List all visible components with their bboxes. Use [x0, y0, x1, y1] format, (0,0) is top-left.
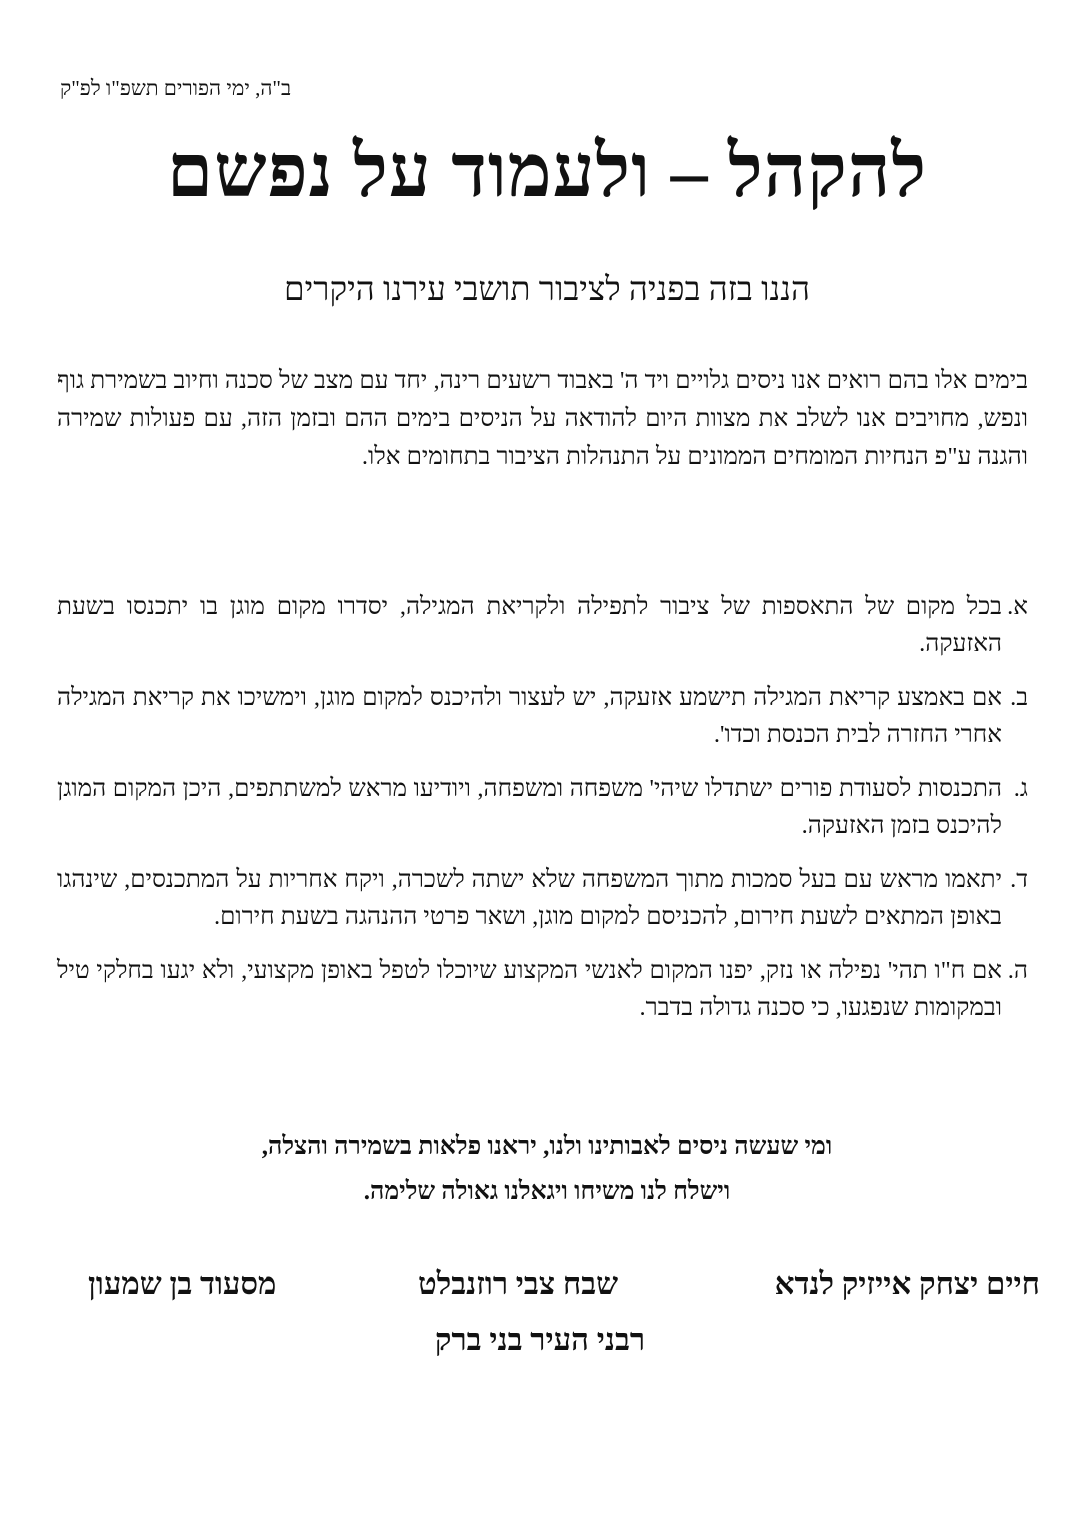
item-text: אם ח"ו תהי' נפילה או נזק, יפנו המקום לאנשי המקצוע שיוכלו לטפל באופן מקצועי, ולא יגעו בחלקי טיל ובמקומות שנפגעו, כי סכנה גדולה בדבר.	[57, 957, 1002, 1021]
signatories-title: רבני העיר בני ברק	[434, 1322, 646, 1357]
list-item	[57, 770, 1028, 844]
page-title: להקהל – ולעמוד על נפשם	[166, 131, 928, 213]
signature-name: מסעוד בן שמעון	[88, 1266, 277, 1301]
item-letter: ד.	[1010, 866, 1028, 893]
list-item	[57, 679, 1028, 753]
instructions-list	[57, 588, 1028, 1043]
closing-line: ומי שעשה ניסים לאבותינו ולנו, יראנו פלאות בשמירה והצלה,	[261, 1133, 833, 1160]
item-letter: ה.	[1007, 957, 1028, 984]
list-item	[57, 861, 1028, 935]
header-date: ב"ה, ימי הפורים תשפ"ו לפ"ק	[60, 76, 292, 100]
closing-blessing	[0, 1124, 1080, 1214]
closing-line: וישלח לנו משיחו ויגאלנו גאולה שלימה.	[363, 1178, 731, 1205]
item-text: אם באמצע קריאת המגילה תישמע אזעקה, יש לעצור ולהיכנס למקום מוגן, וימשיכו את קריאת המגילה אחרי החזרה לבית הכנסת וכדו'.	[57, 684, 1002, 748]
list-item	[57, 588, 1028, 662]
item-letter: ב.	[1010, 684, 1028, 711]
item-text: בכל מקום של התאספות של ציבור לתפילה ולקריאת המגילה, יסדרו מקום מוגן בו יתכנסו בשעת האזעקה.	[57, 593, 1002, 657]
item-letter: ג.	[1013, 775, 1028, 802]
list-item	[57, 952, 1028, 1026]
signature-name: חיים יצחק אייזיק לנדא	[774, 1266, 1040, 1301]
signature-name: שבח צבי רוזנבלט	[418, 1266, 619, 1301]
intro-paragraph: בימים אלו בהם רואים אנו ניסים גלויים ויד ה' באבוד רשעים רינה, יחד עם מצב של סכנה וחיוב בשמירת גוף ונפש, מחויבים אנו לשלב את מצוות היום להודאה על הניסים בימים ההם ובזמן הזה, עם פעולות שמירה והגנה ע"פ הנחיות המומחים הממונים על התנהלות הציבור בתחומים אלו.	[57, 367, 1028, 470]
item-letter: א.	[1007, 593, 1028, 620]
subtitle: הננו בזה בפניה לציבור תושבי עירנו היקרים	[284, 272, 810, 308]
item-text: יתאמו מראש עם בעל סמכות מתוך המשפחה שלא ישתה לשכרה, ויקח אחריות על המתכנסים, שינהגו באופן המתאים לשעת חירום, להכניסם למקום מוגן, ושאר פרטי ההנהגה בשעת חירום.	[57, 866, 1002, 930]
item-text: התכנסות לסעודת פורים ישתדלו שיהי' משפחה ומשפחה, ויודיעו מראש למשתתפים, היכן המקום המוגן להיכנס בזמן האזעקה.	[57, 775, 1002, 839]
